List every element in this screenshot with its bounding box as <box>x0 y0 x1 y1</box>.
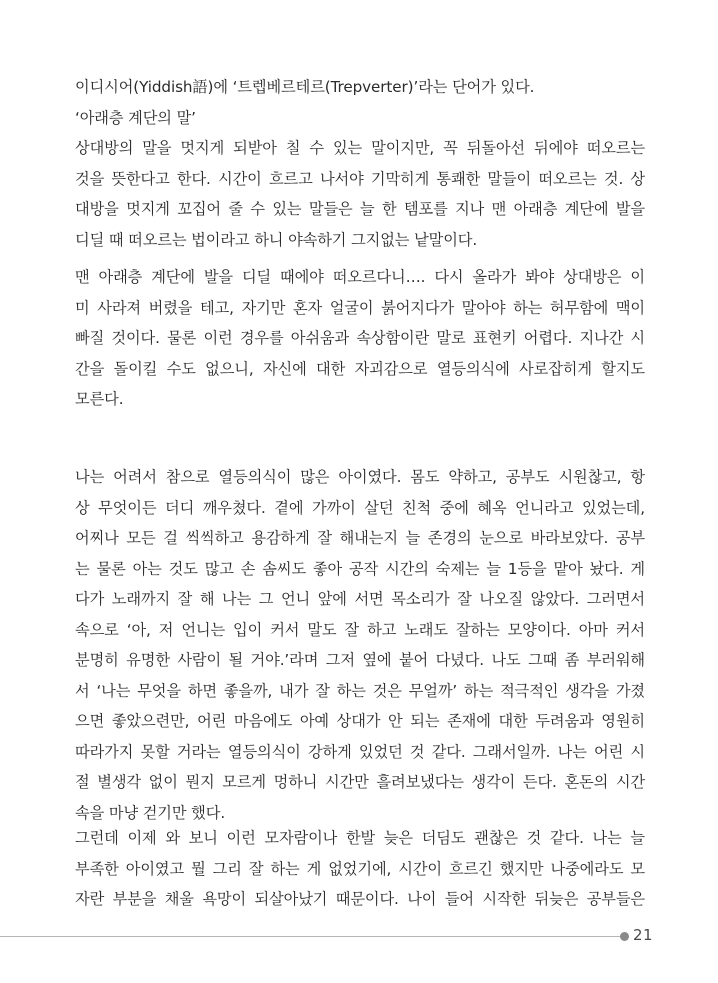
text-line: 따라가지 못할 거라는 열등의식이 강하게 있었던 것 같다. 그래서일까. 나는 어린 시 <box>75 742 645 761</box>
text-line: 맨 아래층 계단에 발을 디딜 때에야 떠오르다니…. 다시 올라가 봐야 상대방은 이 <box>75 268 645 286</box>
paragraph-3 <box>75 462 645 828</box>
text-line: 다가 노래까지 잘 해 나는 그 언니 앞에 서면 목소리가 잘 나오질 않았다. 그러면서 <box>75 590 645 608</box>
text-line: 절 별생각 없이 뭔지 모르게 멍하니 시간만 흘려보냈다는 생각이 든다. 혼돈의 시간 <box>75 773 645 791</box>
text-line: 것을 뜻한다고 한다. 시간이 흐르고 나서야 기막히게 통쾌한 말들이 떠오르는 것. 상 <box>75 169 645 188</box>
text-line: 서 ‘나는 무엇을 하면 좋을까, 내가 잘 하는 것은 무얼까’ 하는 적극적인 생각을 가졌 <box>75 681 645 700</box>
text-line: 이디시어(Yiddish語)에 ‘트렙베르테르(Trepverter)’라는 단어가 있다. <box>75 78 535 96</box>
text-line: 상 무엇이든 더디 깨우쳤다. 곁에 가까이 살던 친척 중에 혜옥 언니라고 있었는데, <box>75 498 645 517</box>
paragraph-4 <box>75 823 645 915</box>
paragraph-1 <box>75 72 645 255</box>
text-line: 부족한 아이였고 뭘 그리 잘 하는 게 없었기에, 시간이 흐르긴 했지만 나중에라도 모 <box>75 859 645 878</box>
text-line: 분명히 유명한 사람이 될 거야.’라며 그저 옆에 붙어 다녔다. 나도 그때 좀 부러워해 <box>75 651 645 669</box>
text-line: 속으로 ‘아, 저 언니는 입이 커서 말도 잘 하고 노래도 잘하는 모양이다. 아마 커서 <box>75 620 645 639</box>
text-line: 자란 부분을 채울 욕망이 되살아났기 때문이다. 나이 들어 시작한 뒤늦은 공부들은 <box>75 890 645 908</box>
text-line: 모른다. <box>75 390 124 408</box>
text-line: 대방을 멋지게 꼬집어 줄 수 있는 말들은 늘 한 템포를 지나 맨 아래층 계단에 발을 <box>75 200 645 218</box>
page-number: 21 <box>633 926 654 944</box>
paragraph-2 <box>75 262 645 415</box>
text-line: 속을 마냥 걷기만 했다. <box>75 803 226 822</box>
text-line: 상대방의 말을 멋지게 되받아 칠 수 있는 말이지만, 꼭 뒤돌아선 뒤에야 떠오르는 <box>75 139 645 157</box>
text-line: 그런데 이제 와 보니 이런 모자람이나 한발 늦은 더딤도 괜찮은 것 같다. 나는 늘 <box>75 829 645 847</box>
text-line: 어찌나 모든 걸 씩씩하고 용감하게 잘 해내는지 늘 존경의 눈으로 바라보았다. 공부 <box>75 529 645 547</box>
text-line: 디딜 때 떠오르는 법이라고 하니 야속하기 그지없는 낱말이다. <box>75 230 478 249</box>
footer-rule <box>0 936 622 937</box>
text-line: 빠질 것이다. 물론 이런 경우를 아쉬움과 속상함이란 말로 표현키 어렵다. 지나간 시 <box>75 329 645 347</box>
text-line: 미 사라져 버렸을 테고, 자기만 혼자 얼굴이 붉어지다가 말아야 하는 허무함에 맥이 <box>75 298 645 317</box>
text-line: 나는 어려서 참으로 열등의식이 많은 아이였다. 몸도 약하고, 공부도 시원찮고, 항 <box>75 468 645 486</box>
text-line: 간을 돌이킬 수도 없으니, 자신에 대한 자괴감으로 열등의식에 사로잡히게 할지도 <box>75 359 645 378</box>
text-line: ‘아래층 계단의 말’ <box>75 108 196 127</box>
text-line: 는 물론 아는 것도 많고 손 솜씨도 좋아 공작 시간의 숙제는 늘 1등을 맡아 놨다. 게 <box>75 559 645 578</box>
text-line: 으면 좋았으련만, 어린 마음에도 아예 상대가 안 되는 존재에 대한 두려움과 영원히 <box>75 712 645 730</box>
footer-dot-icon <box>620 932 629 941</box>
